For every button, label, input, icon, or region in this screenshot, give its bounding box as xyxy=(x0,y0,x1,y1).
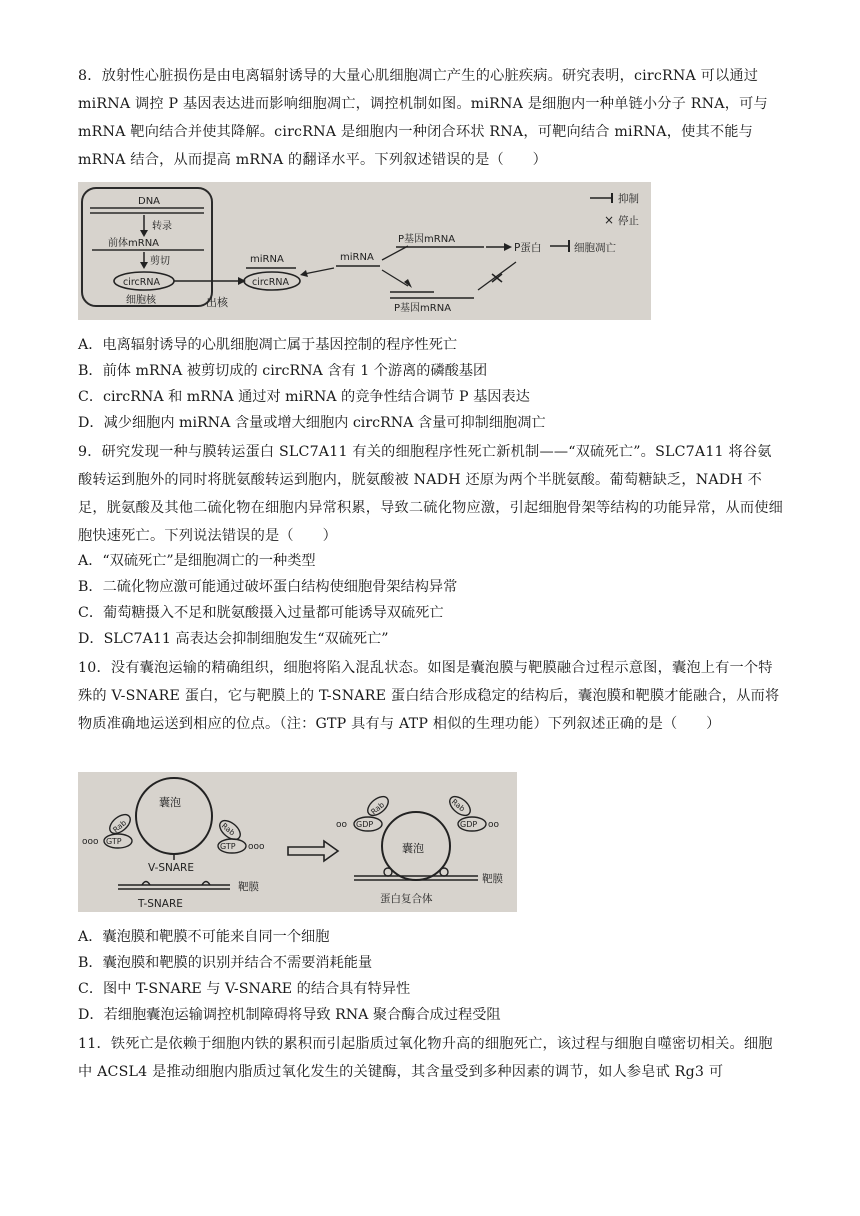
fig10-vesicle-right-label: 囊泡 xyxy=(402,842,424,855)
fig10-rab-right-vesicle-right: Rab xyxy=(449,797,467,814)
q8-figure xyxy=(78,182,651,320)
q8-option-d: D．减少细胞内 miRNA 含量或增大细胞内 circRNA 含量可抑制细胞凋亡 xyxy=(78,415,546,431)
fig8-pre-mrna-label: 前体mRNA xyxy=(108,238,160,249)
fig10-rab-right-vesicle-left: Rab xyxy=(369,800,386,817)
fig10-rab-right-label: Rab xyxy=(219,821,237,838)
fig8-legend-stop: 停止 xyxy=(618,215,639,227)
fig10-target-membrane-right: 靶膜 xyxy=(482,873,503,885)
svg-text:ooo: ooo xyxy=(82,837,99,847)
fig10-rab-left-label: Rab xyxy=(111,818,128,835)
fig8-nucleus-label: 细胞核 xyxy=(126,295,156,306)
q10-diagram xyxy=(78,772,517,912)
q8-option-b: B．前体 mRNA 被剪切成的 circRNA 含有 1 个游离的磷酸基团 xyxy=(78,363,488,379)
q11-stem: 11．铁死亡是依赖于细胞内铁的累积而引起脂质过氧化物升高的细胞死亡，该过程与细胞自噬密切相关。细胞中 ACSL4 是推动细胞内脂质过氧化发生的关键酶，其含量受到多种因素的调节，如人参皂甙 Rg3 可 xyxy=(78,1036,773,1080)
fig8-apoptosis-label: 细胞凋亡 xyxy=(574,242,616,254)
q8-option-a: A．电离辐射诱导的心肌细胞凋亡属于基因控制的程序性死亡 xyxy=(78,337,458,353)
fig10-vesicle-left xyxy=(136,778,212,854)
q8-diagram xyxy=(78,182,651,320)
svg-text:ooo: ooo xyxy=(248,842,265,852)
fig10-v-snare-label: V-SNARE xyxy=(148,862,194,874)
fig8-circrna-cyto-label: circRNA xyxy=(252,277,289,288)
fig10-gdp-left-label: GDP xyxy=(356,820,374,829)
fig8-p-protein-label: P蛋白 xyxy=(514,242,542,254)
fig10-complex-label: 蛋白复合体 xyxy=(380,893,433,905)
fig8-exit-label: 出核 xyxy=(206,296,228,309)
fig10-gdp-right-label: GDP xyxy=(460,820,478,829)
q10-option-c: C．图中 T-SNARE 与 V-SNARE 的结合具有特异性 xyxy=(78,981,411,997)
svg-text:oo: oo xyxy=(336,820,348,830)
q9-option-b: B．二硫化物应激可能通过破坏蛋白结构使细胞骨架结构异常 xyxy=(78,579,458,595)
fig10-gtp-left-label: GTP xyxy=(106,837,122,846)
fig8-legend-inhibit: 抑制 xyxy=(618,193,639,205)
fig10-process-arrow xyxy=(288,841,338,861)
q10-figure xyxy=(78,772,517,912)
fig8-circrna-nucleus-label: circRNA xyxy=(123,277,160,288)
svg-text:×: × xyxy=(604,213,615,227)
fig8-splicing-label: 剪切 xyxy=(150,256,170,267)
q9-option-c: C．葡萄糖摄入不足和胱氨酸摄入过量都可能诱导双硫死亡 xyxy=(78,605,444,621)
fig8-p-mrna-bottom-label: P基因mRNA xyxy=(394,303,452,314)
q9-option-a: A．“双硫死亡”是细胞凋亡的一种类型 xyxy=(78,553,316,569)
fig8-transcription-label: 转录 xyxy=(152,221,172,232)
fig8-mirna-bound-label: miRNA xyxy=(250,254,284,265)
fig8-p-mrna-top-label: P基因mRNA xyxy=(398,234,456,245)
fig10-t-snare-label: T-SNARE xyxy=(138,898,183,910)
q10-stem: 10．没有囊泡运输的精确组织，细胞将陷入混乱状态。如图是囊泡膜与靶膜融合过程示意图，囊泡上有一个特殊的 V-SNARE 蛋白，它与靶膜上的 T-SNARE 蛋白结合形成稳定的结构后，囊泡膜和靶膜才能融合，从而将物质准确地运送到相应的位点。（注：GTP 具有与 ATP 相似的生理功能）下列叙述正确的是（ ） xyxy=(78,660,780,732)
q8-option-c: C．circRNA 和 mRNA 通过对 miRNA 的竞争性结合调节 P 基因表达 xyxy=(78,389,530,405)
q9-option-d: D．SLC7A11 高表达会抑制细胞发生“双硫死亡” xyxy=(78,631,389,647)
fig10-gtp-right-label: GTP xyxy=(220,842,236,851)
fig8-mirna-free-label: miRNA xyxy=(340,252,374,263)
q9-stem: 9．研究发现一种与膜转运蛋白 SLC7A11 有关的细胞程序性死亡新机制——“双硫死亡”。SLC7A11 将谷氨酸转运到胞外的同时将胱氨酸转运到胞内，胱氨酸被 NADH 还原为两个半胱氨酸。葡萄糖缺乏，NADH 不足，胱氨酸及其他二硫化物在细胞内异常积累，导致二硫化物应激，引起细胞骨架等结构的功能异常，从而使细胞快速死亡。下列说法错误的是（ ） xyxy=(78,444,783,544)
fig10-target-membrane-left: 靶膜 xyxy=(238,881,259,893)
svg-text:oo: oo xyxy=(488,820,500,830)
q10-option-d: D．若细胞囊泡运输调控机制障碍将导致 RNA 聚合酶合成过程受阻 xyxy=(78,1007,501,1023)
fig10-vesicle-left-label: 囊泡 xyxy=(159,796,181,809)
fig8-dna-label: DNA xyxy=(138,196,161,207)
q10-option-b: B．囊泡膜和靶膜的识别并结合不需要消耗能量 xyxy=(78,955,373,971)
q10-option-a: A．囊泡膜和靶膜不可能来自同一个细胞 xyxy=(78,929,330,945)
q8-stem: 8．放射性心脏损伤是由电离辐射诱导的大量心肌细胞凋亡产生的心脏疾病。研究表明，circRNA 可以通过 miRNA 调控 P 基因表达进而影响细胞凋亡，调控机制如图。miRNA 是细胞内一种单链小分子 RNA，可与 mRNA 靶向结合并使其降解。circRNA 是细胞内一种闭合环状 RNA，可靶向结合 miRNA，使其不能与 mRNA 结合，从而提高 mRNA 的翻译水平。下列叙述错误的是（ ） xyxy=(78,68,768,168)
